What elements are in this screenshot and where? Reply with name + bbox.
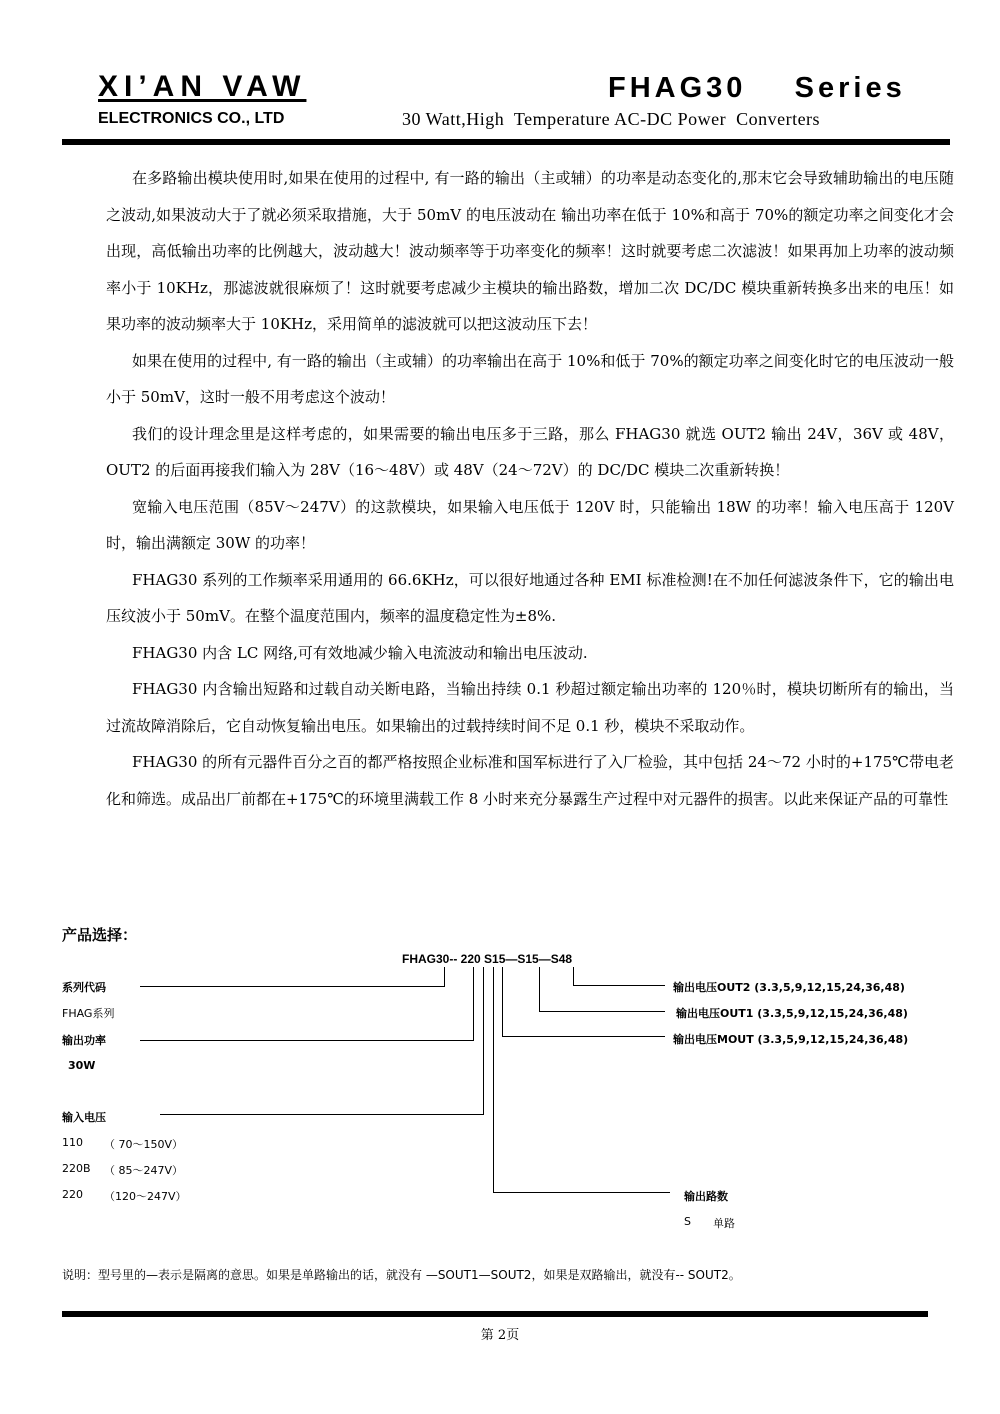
connector-line <box>539 1011 665 1012</box>
output-count-value: 单路 <box>713 1217 735 1230</box>
output-count-code: S <box>684 1215 691 1228</box>
output-count-label: 输出路数 <box>684 1190 728 1203</box>
connector-line <box>140 1040 474 1041</box>
input-option-range: （120～247V） <box>104 1190 187 1203</box>
connector-line <box>493 967 494 1193</box>
selection-note: 说明：型号里的—表示是隔离的意思。如果是单路输出的话，就没有 —SOUT1—SOUT2，如果是双路输出，就没有-- SOUT2。 <box>62 1268 741 1282</box>
connector-line <box>140 986 445 987</box>
input-option-code: 220B <box>62 1162 91 1175</box>
paragraph: 我们的设计理念里是这样考虑的，如果需要的输出电压多于三路，那么 FHAG30 就选 OUT2 输出 24V，36V 或 48V，OUT2 的后面再接我们输入为 28V（16～48V）或 48V（24～72V）的 DC/DC 模块二次重新转换！ <box>106 424 954 479</box>
mout-label: 输出电压MOUT (3.3,5,9,12,15,24,36,48) <box>673 1033 909 1046</box>
connector-line <box>573 985 665 986</box>
out2-label: 输出电压OUT2 (3.3,5,9,12,15,24,36,48) <box>673 981 905 994</box>
paragraph: 如果在使用的过程中, 有一路的输出（主或辅）的功率输出在高于 10%和低于 70%的额定功率之间变化时它的电压波动一般小于 50mV，这时一般不用考虑这个波动！ <box>106 351 954 406</box>
footer-rule <box>62 1311 928 1317</box>
paragraph: 宽输入电压范围（85V～247V）的这款模块，如果输入电压低于 120V 时，只能输出 18W 的功率！输入电压高于 120V 时，输出满额定 30W 的功率！ <box>106 497 954 552</box>
paragraph: FHAG30 的所有元器件百分之百的都严格按照企业标准和国军标进行了入厂检验，其中包括 24～72 小时的+175℃带电老化和筛选。成品出厂前都在+175℃的环境里满载工作 8 小时来充分暴露生产过程中对元器件的损害。以此来保证产品的可靠性 <box>106 753 954 808</box>
connector-line <box>473 967 474 1041</box>
paragraph: FHAG30 系列的工作频率采用通用的 66.6KHz，可以很好地通过各种 EMI 标准检测!在不加任何滤波条件下，它的输出电压纹波小于 50mV。在整个温度范围内，频率的温度稳定性为±8%. <box>106 570 954 625</box>
connector-line <box>502 1036 665 1037</box>
connector-line <box>483 967 484 1115</box>
paragraph: FHAG30 内含输出短路和过载自动关断电路，当输出持续 0.1 秒超过额定输出功率的 120％时，模块切断所有的输出，当过流故障消除后，它自动恢复输出电压。如果输出的过载持续时间不足 0.1 秒，模块不采取动作。 <box>106 680 954 735</box>
header-rule <box>62 139 950 145</box>
product-subtitle: 30 Watt,High Temperature AC-DC Power Converters <box>402 109 821 129</box>
series-code-label: 系列代码 <box>62 981 106 994</box>
connector-line <box>502 967 503 1037</box>
company-name: XI’AN VAW <box>98 70 307 103</box>
output-power-value: 30W <box>68 1059 96 1072</box>
input-voltage-label: 输入电压 <box>62 1111 106 1124</box>
connector-line <box>539 967 540 1012</box>
input-option-range: （ 70～150V） <box>104 1138 184 1151</box>
page-number: 第 2页 <box>480 1328 520 1343</box>
connector-line <box>160 1114 484 1115</box>
series-title: FHAG30 Series <box>608 72 906 104</box>
paragraph: 在多路输出模块使用时,如果在使用的过程中, 有一路的输出（主或辅）的功率是动态变化的,那末它会导致辅助输出的电压随之波动,如果波动大于了就必须采取措施，大于 50mV 的电压波动在 输出功率在低于 10%和高于 70%的额定功率之间变化才会出现，高低输出功率的比例越大，波动越大！波动频率等于功率变化的频率！这时就要考虑二次滤波！如果再加上功率的波动频率小于 10KHz，那滤波就很麻烦了！这时就要考虑减少主模块的输出路数，增加二次 DC/DC 模块重新转换多出来的电压！如果功率的波动频率大于 10KHz，采用简单的滤波就可以把这波动压下去！ <box>106 169 954 333</box>
input-option-code: 110 <box>62 1136 83 1149</box>
model-code: FHAG30-- 220 S15—S15—S48 <box>402 952 573 966</box>
input-option-range: （ 85～247V） <box>104 1164 184 1177</box>
connector-line <box>493 1192 670 1193</box>
out1-label: 输出电压OUT1 (3.3,5,9,12,15,24,36,48) <box>676 1007 908 1020</box>
input-option-code: 220 <box>62 1188 83 1201</box>
section-title: 产品选择： <box>62 926 138 944</box>
connector-line <box>573 967 574 986</box>
output-power-label: 输出功率 <box>62 1034 106 1047</box>
connector-line <box>444 967 445 987</box>
paragraph: FHAG30 内含 LC 网络,可有效地减少输入电流波动和输出电压波动. <box>132 643 588 662</box>
series-code-value: FHAG系列 <box>62 1007 115 1020</box>
company-subtitle: ELECTRONICS CO., LTD <box>98 110 285 127</box>
body-text <box>106 160 954 817</box>
